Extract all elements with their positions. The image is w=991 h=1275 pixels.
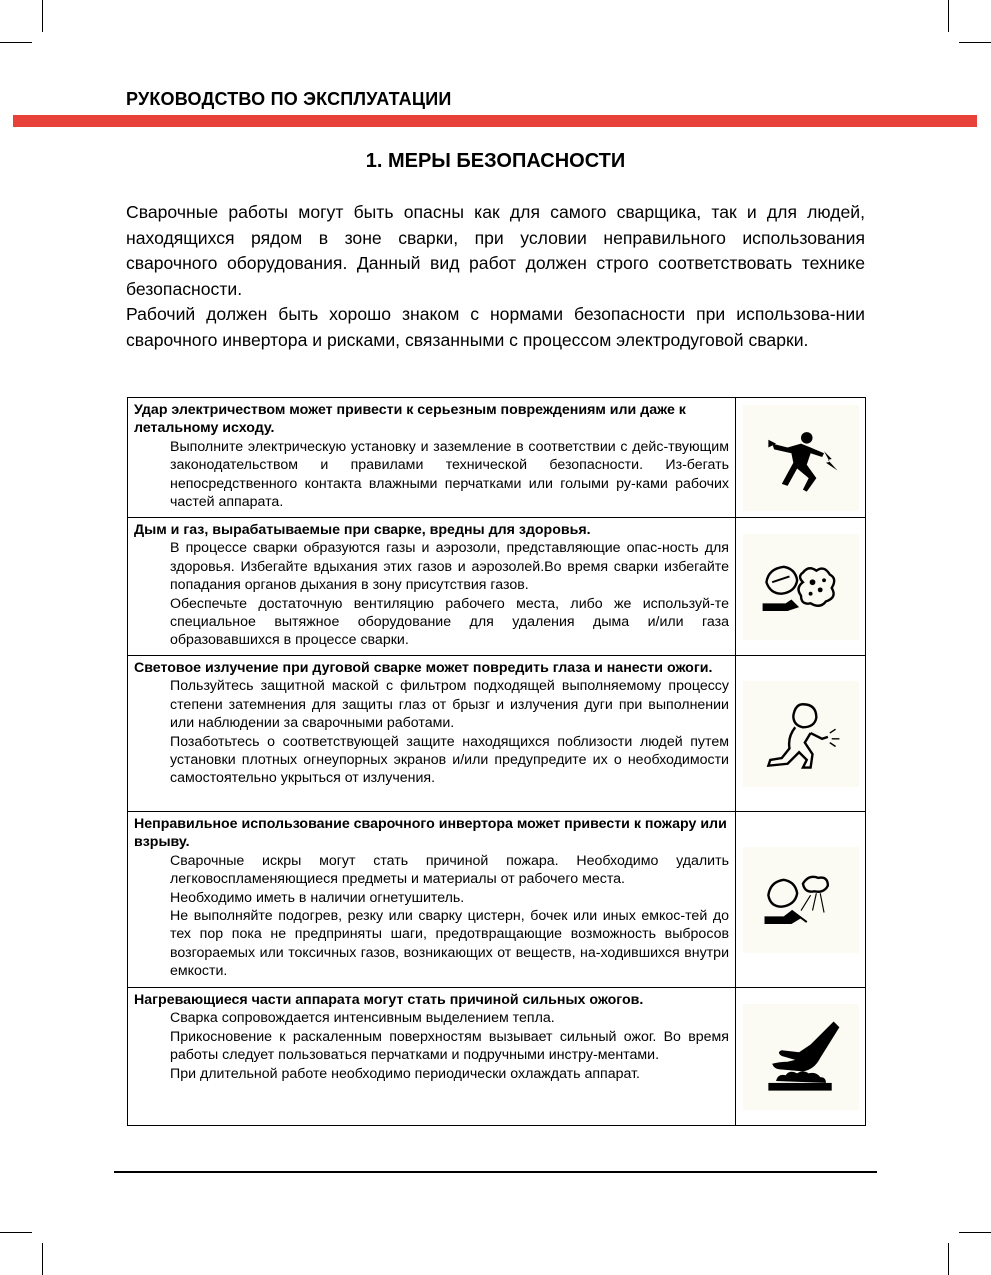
hazard-paragraph: При длительной работе необходимо периодически охлаждать аппарат.: [170, 1065, 640, 1082]
hazard-text: [128, 988, 736, 1126]
intro-text: [126, 200, 865, 353]
hazard-paragraph: Прикосновение к раскаленным поверхностям вызывает сильный ожог. Во время работы следует пользоваться перчатками и подручными инстру-ментами.: [170, 1028, 729, 1064]
hazard-heading: Световое излучение при дуговой сварке может повредить глаза и нанести ожоги.: [134, 660, 713, 676]
intro-paragraph: Сварочные работы могут быть опасны как для самого сварщика, так и для людей, находящихся рядом в зоне сварки, при условии неправильного использования сварочного оборудования. Данный вид работ должен строго соответствовать технике безопасности.: [126, 202, 865, 299]
hazard-row-hot-surface: [128, 988, 866, 1126]
intro-paragraph: Рабочий должен быть хорошо знаком с нормами безопасности при использова-нии сварочного инвертора и рисками, связанными с процессом электродуговой сварки.: [126, 304, 865, 350]
section-title: 1. МЕРЫ БЕЗОПАСНОСТИ: [365, 150, 626, 172]
hazard-heading: Дым и газ, вырабатываемые при сварке, вредны для здоровья.: [134, 522, 591, 538]
hazard-paragraph: Выполните электрическую установку и заземление в соответствии с дейс-твующим законодательством и правилами технической безопасности. Из-бегать непосредственного контакта влажными перчатками или голыми ру-ками рабочих частей аппарата.: [170, 438, 729, 511]
crop-mark: [948, 0, 949, 32]
header-red-bar: [13, 115, 977, 127]
hazard-paragraph: Необходимо иметь в наличии огнетушитель.: [170, 889, 465, 906]
hazard-icon-cell: [736, 398, 866, 518]
hazard-text: [128, 398, 736, 518]
safety-table: [127, 397, 866, 1126]
crop-mark: [0, 1232, 32, 1233]
crop-mark: [959, 42, 991, 43]
page-header-title: РУКОВОДСТВО ПО ЭКСПЛУАТАЦИИ: [126, 89, 452, 109]
hazard-paragraph: Обеспечьте достаточную вентиляцию рабочего места, либо же используй-те специальное вытяжное оборудование для удаления дыма и/или газа образовавшихся в процессе сварки.: [170, 595, 729, 649]
hot-surface-icon: [753, 1012, 849, 1102]
hazard-row-fire: [128, 812, 866, 988]
hazard-text: [128, 656, 736, 812]
hazard-paragraph: Не выполняйте подогрев, резку или сварку цистерн, бочек или иных емкос-тей до тех пор пока не предприняты шаги, предотвращающие возможность выбросов возгораемых или токсичных газов, возникающих от веществ, на-ходившихся внутри емкости.: [170, 908, 729, 980]
hazard-paragraph: Сварочные искры могут стать причиной пожара. Необходимо удалить легковоспламеняющиеся предметы и материалы от рабочего места.: [170, 852, 729, 888]
hazard-icon-cell: [736, 518, 866, 656]
crop-mark: [0, 42, 32, 43]
arc-radiation-icon: [753, 689, 849, 779]
hazard-row-electric: [128, 398, 866, 518]
hazard-icon-cell: [736, 656, 866, 812]
hazard-text: [128, 812, 736, 988]
hazard-paragraph: В процессе сварки образуются газы и аэрозоли, представляющие опас-ность для здоровья. Избегайте вдыхания этих газов и аэрозолей.Во время сварки избегайте попадания органов дыхания в зону присутствия газов.: [170, 540, 729, 594]
hazard-heading: Неправильное использование сварочного инвертора может привести к пожару или взрыву.: [134, 816, 727, 851]
fire-explosion-icon: [753, 855, 849, 945]
crop-mark: [948, 1243, 949, 1275]
hazard-icon-cell: [736, 988, 866, 1126]
electric-shock-icon: [753, 413, 849, 503]
hazard-heading: Нагревающиеся части аппарата могут стать причиной сильных ожогов.: [134, 992, 644, 1008]
hazard-paragraph: Позаботьтесь о соответствующей защите находящихся поблизости людей путем установки плотных огнеупорных экранов и/или предупредите их о необходимости самостоятельно укрыться от излучения.: [170, 733, 729, 787]
footer-rule: [114, 1171, 877, 1173]
hazard-row-radiation: [128, 656, 866, 812]
hazard-paragraph: Сварка сопровождается интенсивным выделением тепла.: [170, 1010, 555, 1027]
hazard-icon-cell: [736, 812, 866, 988]
hazard-row-fumes: [128, 518, 866, 656]
hazard-text: [128, 518, 736, 656]
crop-mark: [959, 1232, 991, 1233]
hazard-paragraph: Пользуйтесь защитной маской с фильтром подходящей выполняемому процессу степени затемнения для защиты глаз от брызг и излучения дуги при выполнении или наблюдении за сварочными работами.: [170, 678, 729, 732]
hazard-heading: Удар электричеством может привести к серьезным повреждениям или даже к летальному исходу.: [134, 402, 686, 437]
fumes-icon: [753, 542, 849, 632]
crop-mark: [42, 1243, 43, 1275]
crop-mark: [42, 0, 43, 32]
